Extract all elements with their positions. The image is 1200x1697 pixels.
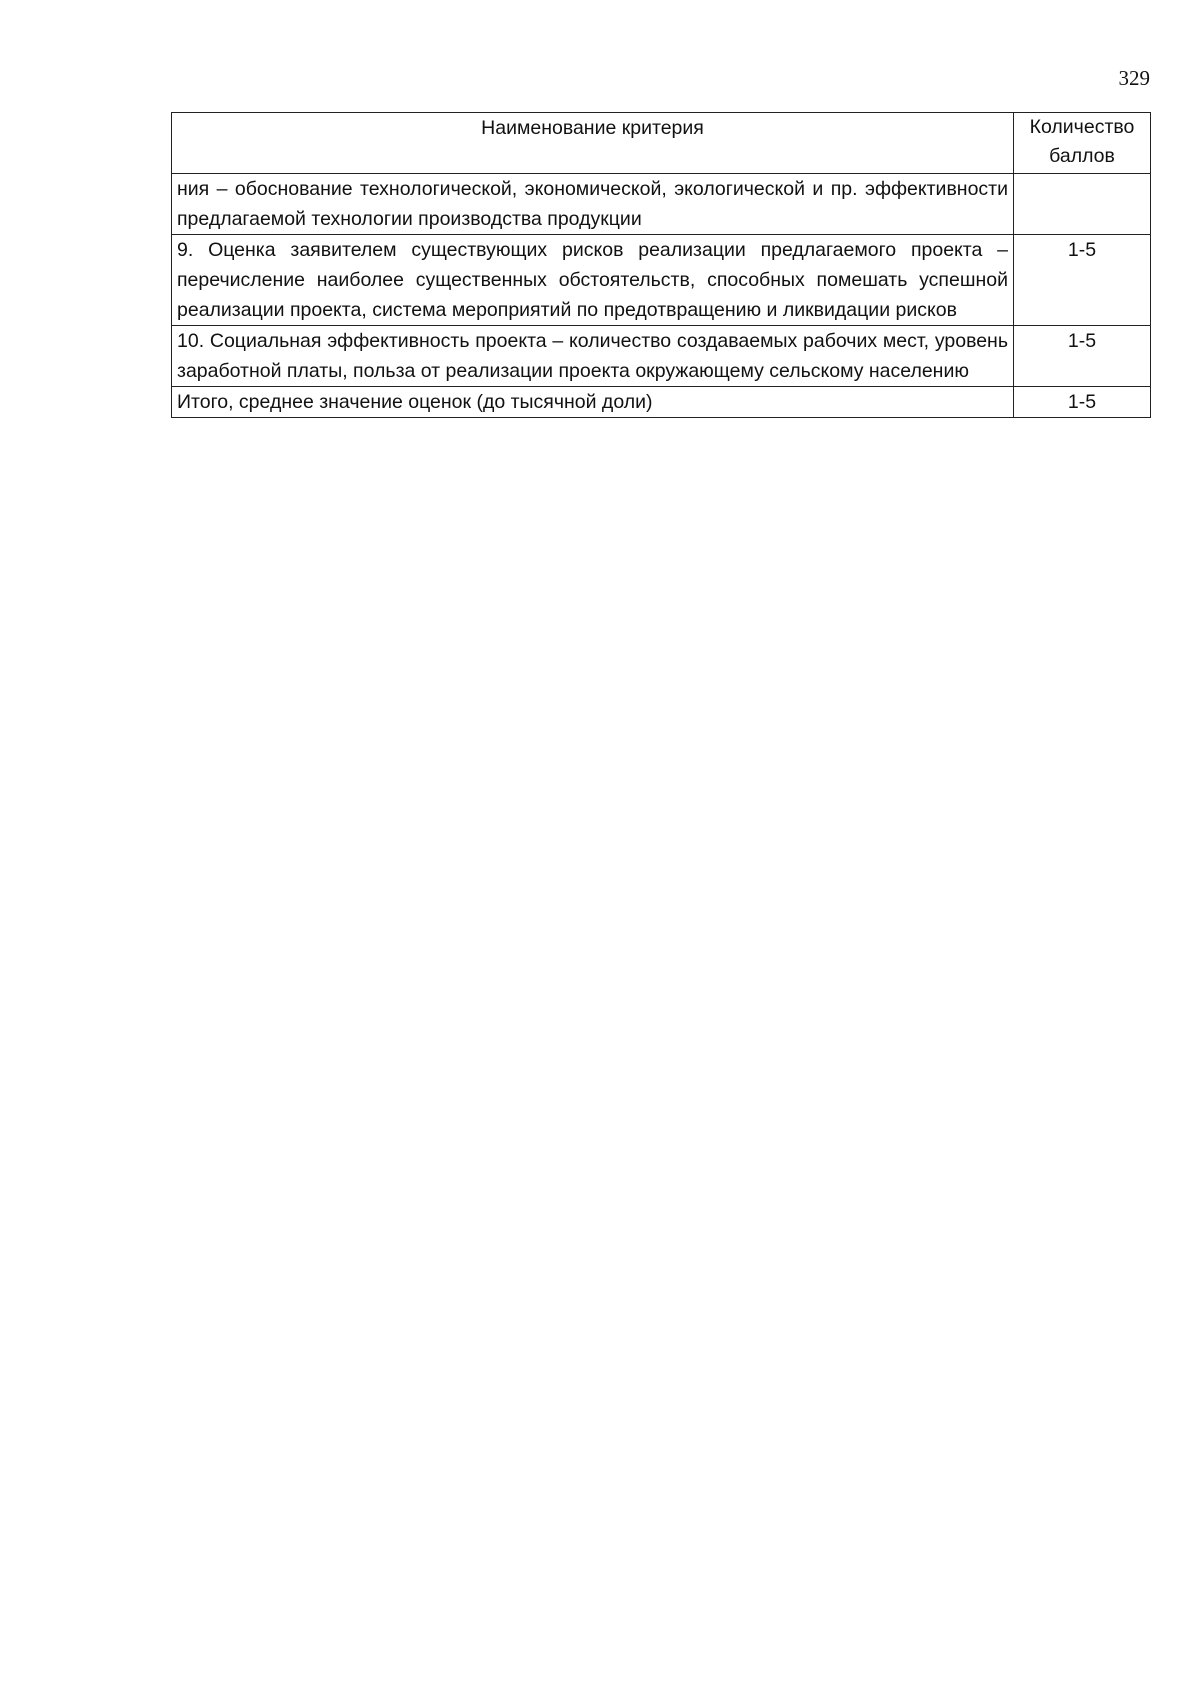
- total-name-cell: Итого, среднее значение оценок (до тысячной доли): [172, 387, 1014, 418]
- score-cell: 1-5: [1014, 235, 1151, 326]
- criterion-name-cell: 10. Социальная эффективность проекта – количество создаваемых рабочих мест, уровень заработной платы, польза от реализации проекта окружающему сельскому населению: [172, 326, 1014, 387]
- criterion-name-cell: 9. Оценка заявителем существующих рисков реализации предлагаемого проекта – перечисление наиболее существенных обстоятельств, способных помешать успешной реализации проекта, система мероприятий по предотвращению и ликвидации рисков: [172, 235, 1014, 326]
- table-row: [172, 174, 1151, 235]
- score-cell: [1014, 174, 1151, 235]
- header-criterion-name: Наименование критерия: [172, 113, 1014, 174]
- total-score-cell: 1-5: [1014, 387, 1151, 418]
- score-cell: 1-5: [1014, 326, 1151, 387]
- criteria-table: [171, 112, 1151, 418]
- table-header-row: [172, 113, 1151, 174]
- table-row: [172, 235, 1151, 326]
- table-row-total: [172, 387, 1151, 418]
- header-score-count: Количество баллов: [1014, 113, 1151, 174]
- table-row: [172, 326, 1151, 387]
- page-number: 329: [1118, 66, 1150, 90]
- criterion-name-cell: ния – обоснование технологической, экономической, экологической и пр. эффективности предлагаемой технологии производства продукции: [172, 174, 1014, 235]
